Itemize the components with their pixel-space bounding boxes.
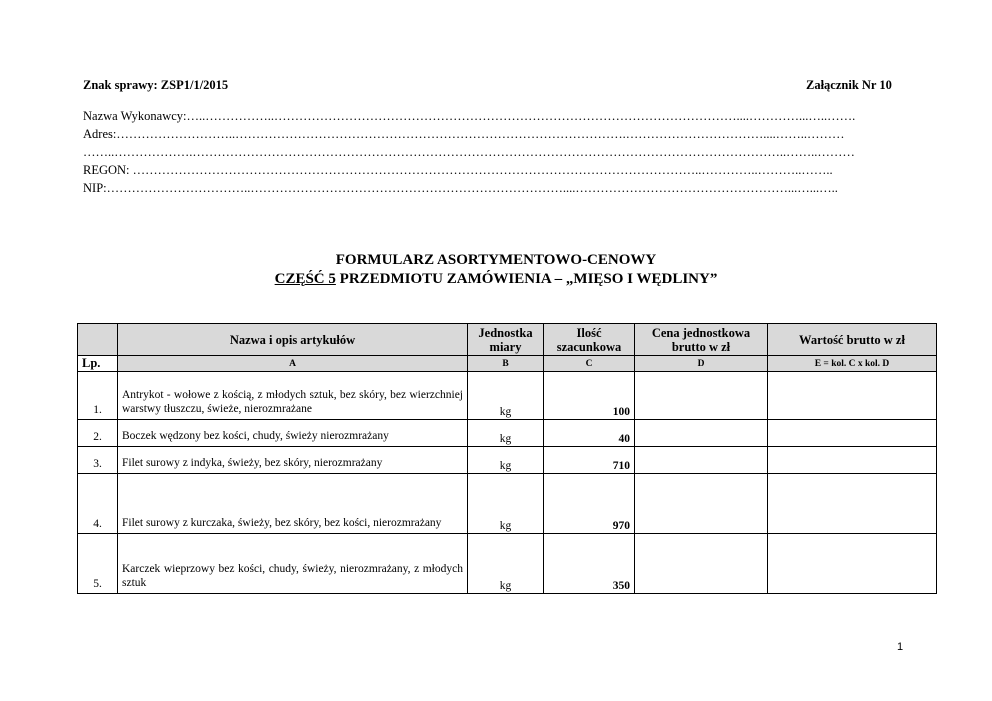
item-quantity: 710: [544, 447, 635, 474]
order-subject: PRZEDMIOTU ZAMÓWIENIA – „MIĘSO I WĘDLINY”: [335, 271, 718, 287]
item-description: Filet surowy z kurczaka, świeży, bez skóry, bez kości, nierozmrażany: [118, 474, 468, 534]
col-value-header: Wartość brutto w zł: [768, 324, 937, 356]
unit-price-cell[interactable]: [635, 534, 768, 594]
col-code-d: D: [635, 356, 768, 372]
table-row: [78, 447, 937, 474]
col-qty-header: Ilość szacunkowa: [544, 324, 635, 356]
gross-value-cell[interactable]: [768, 420, 937, 447]
gross-value-cell[interactable]: [768, 534, 937, 594]
col-price-header: Cena jednostkowa brutto w zł: [635, 324, 768, 356]
table-code-row: [78, 356, 937, 372]
contractor-name-field[interactable]: Nazwa Wykonawcy:…..……………..…………………………………………………………………………………………………....…………...…..…….: [83, 109, 856, 123]
row-number: 2.: [78, 420, 118, 447]
nip-field[interactable]: NIP:……………………………..…………………………………………………………………....……………………………………………...…...…..: [83, 181, 838, 195]
unit-price-cell[interactable]: [635, 447, 768, 474]
row-number: 4.: [78, 474, 118, 534]
item-unit: kg: [468, 420, 544, 447]
col-code-a: A: [118, 356, 468, 372]
item-quantity: 40: [544, 420, 635, 447]
item-description: Antrykot - wołowe z kością, z młodych sztuk, bez skóry, bez wierzchniej warstwy tłuszczu, świeże, nierozmrażane: [118, 372, 468, 420]
address-continuation-field[interactable]: ……..……………….……………………………………………………………………………………………………………………………..……..………: [83, 145, 855, 159]
col-unit-header: Jednostka miary: [468, 324, 544, 356]
row-number: 1.: [78, 372, 118, 420]
item-description: Boczek wędzony bez kości, chudy, świeży nierozmrażany: [118, 420, 468, 447]
col-code-c: C: [544, 356, 635, 372]
row-number: 3.: [78, 447, 118, 474]
item-unit: kg: [468, 372, 544, 420]
table-row: [78, 372, 937, 420]
gross-value-cell[interactable]: [768, 447, 937, 474]
part-number: CZĘŚĆ 5: [274, 271, 336, 287]
col-code-e: E = kol. C x kol. D: [768, 356, 937, 372]
unit-price-cell[interactable]: [635, 372, 768, 420]
page-number: 1: [897, 641, 904, 653]
col-name-header: Nazwa i opis artykułów: [118, 324, 468, 356]
item-description: Karczek wieprzowy bez kości, chudy, świeży, nierozmrażany, z młodych sztuk: [118, 534, 468, 594]
form-title: FORMULARZ ASORTYMENTOWO-CENOWY: [335, 252, 657, 268]
item-quantity: 100: [544, 372, 635, 420]
table-row: [78, 534, 937, 594]
row-number: 5.: [78, 534, 118, 594]
col-code-b: B: [468, 356, 544, 372]
item-quantity: 350: [544, 534, 635, 594]
case-reference: Znak sprawy: ZSP1/1/2015: [83, 78, 229, 92]
table-row: [78, 474, 937, 534]
table-header-row: [78, 324, 937, 356]
item-unit: kg: [468, 447, 544, 474]
unit-price-cell[interactable]: [635, 474, 768, 534]
item-quantity: 970: [544, 474, 635, 534]
item-description: Filet surowy z indyka, świeży, bez skóry, nierozmrażany: [118, 447, 468, 474]
item-unit: kg: [468, 534, 544, 594]
table-row: [78, 420, 937, 447]
form-subtitle: [0, 271, 992, 288]
gross-value-cell[interactable]: [768, 474, 937, 534]
lp-header-blank: [78, 324, 118, 356]
gross-value-cell[interactable]: [768, 372, 937, 420]
address-field[interactable]: Adres:………………………..………………………………………………………………………………….……………………………....……..………: [83, 127, 845, 141]
item-unit: kg: [468, 474, 544, 534]
unit-price-cell[interactable]: [635, 420, 768, 447]
lp-header: Lp.: [78, 356, 118, 372]
regon-field[interactable]: REGON: ………………………………………………………………………………………………………………………..…………..………..……..: [83, 163, 833, 177]
attachment-number: Załącznik Nr 10: [806, 78, 892, 92]
price-table: [77, 323, 937, 594]
